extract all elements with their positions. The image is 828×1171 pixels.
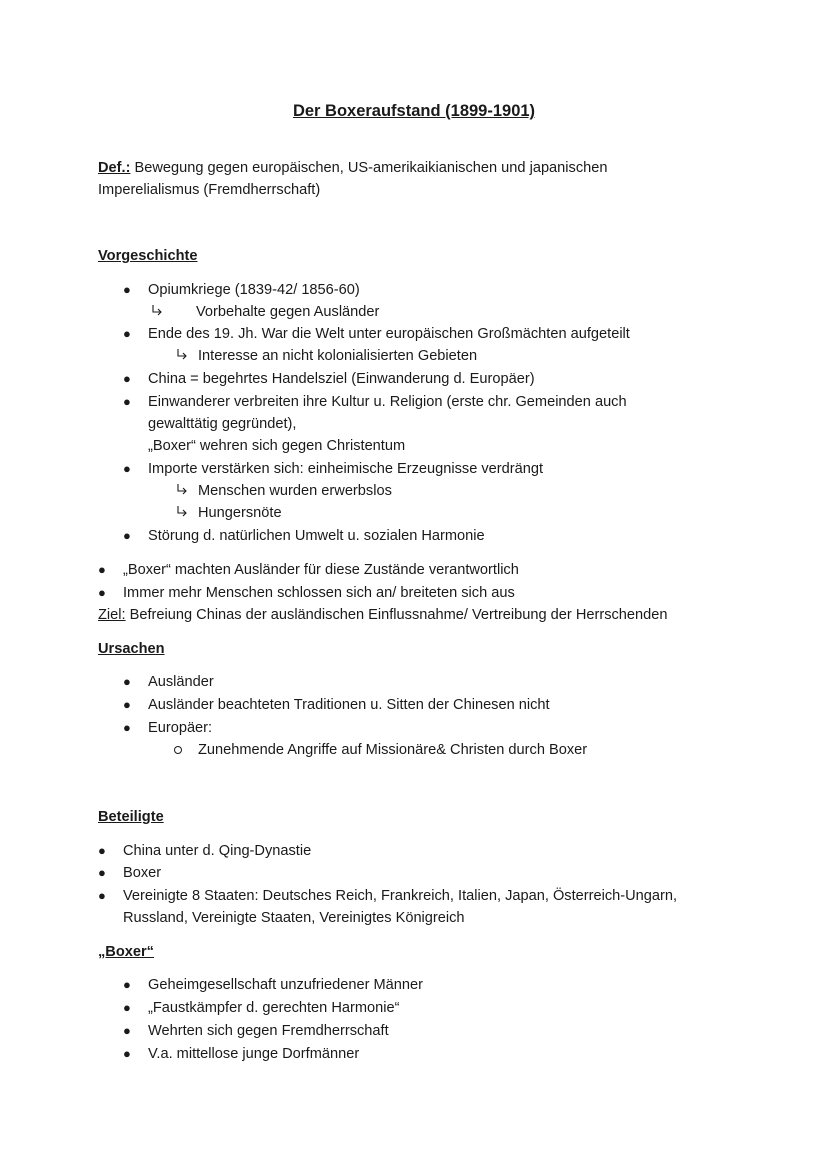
list-item: Hungersnöte (198, 505, 282, 521)
list-item: Vereinigte 8 Staaten: Deutsches Reich, Frankreich, Italien, Japan, Österreich-Ungarn, (123, 888, 678, 904)
bullet-icon: ● (123, 720, 131, 735)
bullet-icon: ● (98, 888, 106, 903)
list-item: Ende des 19. Jh. War die Welt unter europäischen Großmächten aufgeteilt (148, 326, 630, 342)
bullet-icon: ● (123, 1023, 131, 1038)
list-item: Boxer (123, 865, 162, 881)
definition-line-2: Imperelialismus (Fremdherrschaft) (98, 182, 321, 198)
section-heading-ursachen: Ursachen (98, 641, 165, 657)
return-arrow-icon (175, 505, 189, 519)
ziel-label: Ziel: (98, 607, 126, 623)
list-item-continued: gewalttätig gegründet), (148, 416, 297, 432)
list-item: Interesse an nicht kolonialisierten Gebieten (198, 348, 478, 364)
page-title: Der Boxeraufstand (1899-1901) (292, 102, 536, 120)
bullet-icon: ● (123, 461, 131, 476)
list-item: Einwanderer verbreiten ihre Kultur u. Religion (erste chr. Gemeinden auch (148, 394, 627, 410)
list-item: Wehrten sich gegen Fremdherrschaft (148, 1023, 389, 1039)
list-item: Ausländer (148, 674, 214, 690)
bullet-icon: ● (123, 697, 131, 712)
bullet-icon: ● (123, 371, 131, 386)
bullet-icon: ● (123, 977, 131, 992)
list-item-continued: Russland, Vereinigte Staaten, Vereinigtes Königreich (123, 910, 465, 926)
list-item: Geheimgesellschaft unzufriedener Männer (148, 977, 424, 993)
return-arrow-icon (150, 304, 164, 318)
section-heading-beteiligte: Beteiligte (98, 809, 164, 825)
ziel-text: Befreiung Chinas der ausländischen Einflussnahme/ Vertreibung der Herrschenden (125, 607, 668, 623)
return-arrow-icon (175, 348, 189, 362)
list-item: Ausländer beachteten Traditionen u. Sitten der Chinesen nicht (148, 697, 550, 713)
list-item: V.a. mittellose junge Dorfmänner (148, 1046, 360, 1062)
hollow-circle-icon (174, 746, 182, 754)
definition-line-1 (98, 157, 607, 179)
bullet-icon: ● (123, 1000, 131, 1015)
bullet-icon: ● (98, 865, 106, 880)
bullet-icon: ● (123, 674, 131, 689)
bullet-icon: ● (123, 394, 131, 409)
section-heading-vorgeschichte: Vorgeschichte (98, 248, 198, 264)
list-item: China unter d. Qing-Dynastie (123, 843, 312, 859)
bullet-icon: ● (123, 1046, 131, 1061)
list-item: Opiumkriege (1839-42/ 1856-60) (148, 282, 360, 298)
definition-text-1: Bewegung gegen europäischen, US-amerikaikianischen und japanischen (130, 160, 608, 176)
list-item: China = begehrtes Handelsziel (Einwanderung d. Europäer) (148, 371, 535, 387)
return-arrow-icon (175, 483, 189, 497)
bullet-icon: ● (123, 282, 131, 297)
bullet-icon: ● (123, 326, 131, 341)
list-item: Immer mehr Menschen schlossen sich an/ breiteten sich aus (123, 585, 515, 601)
list-item: Europäer: (148, 720, 213, 736)
list-item: „Boxer“ machten Ausländer für diese Zustände verantwortlich (123, 562, 519, 578)
ziel-line (98, 604, 668, 626)
list-item: Störung d. natürlichen Umwelt u. sozialen Harmonie (148, 528, 485, 544)
section-heading-boxer: „Boxer“ (98, 944, 154, 960)
list-item: „Faustkämpfer d. gerechten Harmonie“ (148, 1000, 400, 1016)
list-item-continued: „Boxer“ wehren sich gegen Christentum (148, 438, 406, 454)
definition-label: Def.: (98, 160, 131, 176)
list-item: Importe verstärken sich: einheimische Erzeugnisse verdrängt (148, 461, 544, 477)
bullet-icon: ● (98, 585, 106, 600)
list-item: Vorbehalte gegen Ausländer (196, 304, 380, 320)
list-item: Menschen wurden erwerbslos (198, 483, 392, 499)
bullet-icon: ● (98, 843, 106, 858)
list-item: Zunehmende Angriffe auf Missionäre& Christen durch Boxer (198, 742, 588, 758)
bullet-icon: ● (123, 528, 131, 543)
bullet-icon: ● (98, 562, 106, 577)
